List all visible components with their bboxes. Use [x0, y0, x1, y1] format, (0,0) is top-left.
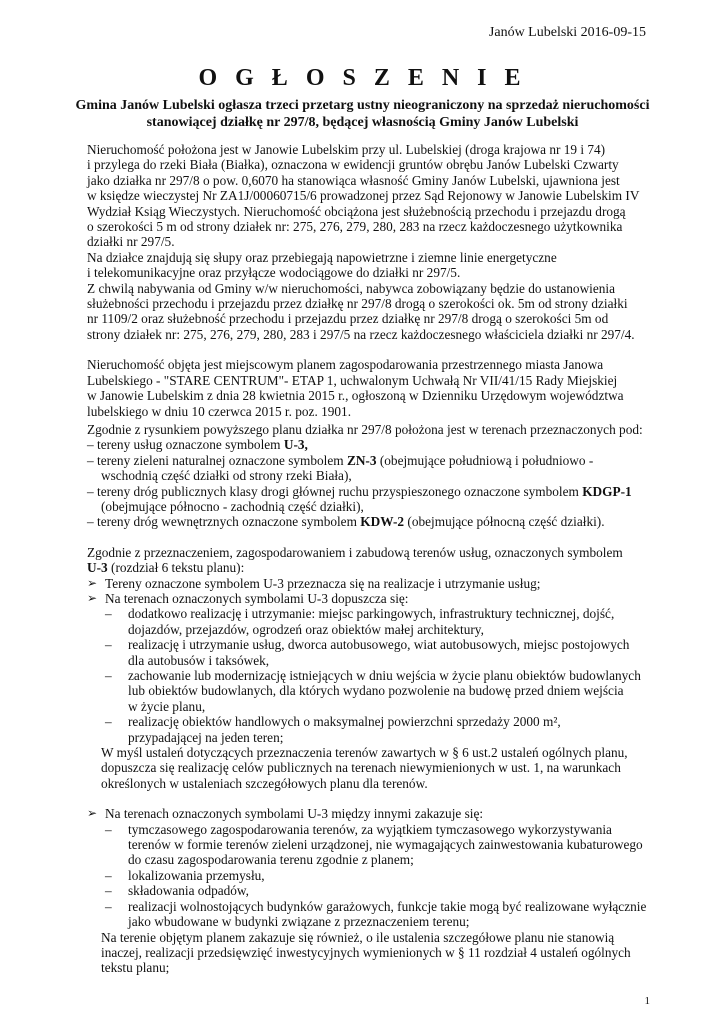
spacer	[87, 791, 667, 806]
arrow-bullet-icon: ➢	[87, 575, 98, 590]
dash-bullet: –	[105, 867, 112, 883]
subtitle-line: stanowiącej działkę nr 297/8, będącej własnością Gminy Janów Lubelski	[146, 114, 579, 130]
paragraph-property-description	[87, 142, 667, 342]
zone-symbol: KDGP-1	[582, 483, 632, 499]
usage-list	[87, 576, 667, 607]
item-text: lokalizowania przemysłu,	[128, 867, 265, 883]
item-text: realizacji wolnostojących budynków garażowych, funkcje takie mogą być realizowane wyłącznie	[128, 898, 647, 914]
list-item	[87, 668, 667, 714]
zone-symbol: ZN-3	[346, 452, 377, 468]
zone-symbol: KDW-2	[360, 514, 405, 530]
text-line: inaczej, realizacji przedsięwzięć inwestycyjnych wymienionych w § 11 rozdział 4 ustaleń ogólnych	[101, 944, 631, 960]
page-number: 1	[644, 995, 650, 1007]
item-text: zachowanie lub modernizację istniejących w dniu wejścia w życie planu obiektów budowlanych	[128, 668, 641, 683]
text-line: W myśl ustaleń dotyczących przeznaczenia terenów zawartych w § 6 ust.2 ustaleń ogólnych planu,	[101, 745, 628, 761]
item-text: lub obiektów budowlanych, dla których wydano pozwolenie na budowę przed dniem wejścia	[128, 683, 624, 699]
item-text: w życie planu,	[128, 698, 206, 714]
list-item	[87, 437, 667, 452]
text-line: i telekomunikacyjne oraz przyłącze wodociągowe do działki nr 297/5.	[87, 265, 461, 281]
text-line: w księdze wieczystej Nr ZA1J/00060715/6 prowadzonej przez Sąd Rejonowy w Janowie Lubelskim IV	[87, 188, 640, 204]
dash-bullet: –	[105, 898, 112, 914]
text-line: (rozdział 6 tekstu planu):	[107, 560, 245, 576]
item-text: tymczasowego zagospodarowania terenów, za wyjątkiem tymczasowego wykorzystywania	[128, 821, 612, 837]
text-line: Wydział Ksiąg Wieczystych. Nieruchomość obciążona jest służebnością przechodu i przejazdu drogą	[87, 203, 626, 219]
text-line: Z chwilą nabywania od Gminy w/w nieruchomości, nabywca zobowiązany będzie do ustanowienia	[87, 280, 616, 296]
text-line: tekstu planu;	[101, 960, 170, 976]
list-item	[87, 484, 667, 515]
dash-bullet: –	[105, 637, 112, 653]
prohibitions-heading-list	[87, 806, 667, 821]
item-text: Na terenach oznaczonych symbolami U-3 dopuszcza się:	[105, 590, 409, 606]
text-line: o szerokości 5 m od strony działek nr: 275, 276, 279, 280, 283 na rzecz każdoczesnego użytkownika	[87, 219, 623, 235]
dash-bullet: –	[87, 437, 94, 453]
arrow-bullet-icon: ➢	[87, 590, 98, 605]
item-text: dodatkowo realizację i utrzymanie: miejsc parkingowych, infrastruktury technicznej, dojść,	[128, 606, 615, 622]
text-line: lubelskiego w dniu 10 czerwca 2015 r. poz. 1901.	[87, 403, 352, 419]
dash-bullet: –	[87, 452, 94, 468]
dash-bullet: –	[105, 714, 112, 730]
text-line: określonych w ustaleniach szczegółowych planu dla terenów.	[101, 775, 428, 791]
item-text: Tereny oznaczone symbolem U-3 przeznacza się na realizacje i utrzymanie usług;	[105, 575, 541, 591]
spacer	[87, 342, 667, 357]
list-item	[87, 883, 667, 898]
text-line: jako działka nr 297/8 o pow. 0,6070 ha stanowiąca własność Gminy Janów Lubelski, ujawniona jest	[87, 172, 620, 188]
subtitle-line: Gmina Janów Lubelski ogłasza trzeci przetarg ustny nieograniczony na sprzedaż nieruchomości	[75, 98, 650, 113]
list-item	[87, 453, 667, 484]
item-text: (obejmujące południową i południowo -	[376, 452, 594, 468]
list-item	[87, 714, 667, 745]
zoning-list	[87, 437, 667, 529]
note-paragraph	[87, 745, 667, 791]
list-item	[87, 576, 667, 591]
list-item	[87, 591, 667, 606]
subtitle	[70, 98, 655, 131]
page-title: O G Ł O S Z E N I E	[198, 65, 527, 91]
list-item	[87, 899, 667, 930]
text-line: w Janowie Lubelskim z dnia 28 kwietnia 2015 r., ogłoszoną w Dzienniku Urzędowym województwa	[87, 388, 624, 404]
item-text: Na terenach oznaczonych symbolami U-3 między innymi zakazuje się:	[105, 806, 484, 822]
item-text: terenów w formie terenów zieleni urządzonej, nie wymagających zainwestowania kubaturowego	[128, 837, 643, 853]
text-line: dopuszcza się realizację celów publicznych na terenach niewymienionych w ust. 1, na warunkach	[101, 760, 621, 776]
paragraph-u3-intro	[87, 545, 667, 576]
zone-symbol: U-3	[87, 560, 108, 576]
text-line: Nieruchomość położona jest w Janowie Lubelskim przy ul. Lubelskiej (droga krajowa nr 19 i 74)	[87, 142, 606, 157]
dash-bullet: –	[105, 821, 112, 837]
permitted-list	[87, 606, 667, 745]
item-text: składowania odpadów,	[128, 883, 249, 899]
item-continuation: (obejmujące północno - zachodnią część działki),	[101, 498, 364, 514]
dash-bullet: –	[87, 483, 94, 499]
text-line: Na terenie objętym planem zakazuje się również, o ile ustalenia szczegółowe planu nie stanowią	[101, 929, 615, 945]
list-item	[87, 606, 667, 637]
item-text: (obejmujące północną część działki).	[404, 514, 605, 530]
item-text: tereny dróg publicznych klasy drogi głównej ruchu przyspieszonego oznaczone symbolem	[97, 483, 583, 499]
item-text: tereny dróg wewnętrznych oznaczone symbolem	[97, 514, 361, 530]
text-line: Na działce znajdują się słupy oraz przebiegają napowietrzne i ziemne linie energetyczne	[87, 249, 557, 265]
item-text: jako wbudowane w budynki związane z przeznaczeniem terenu;	[128, 914, 470, 930]
text-line: nr 1109/2 oraz służebność przechodu i przejazdu przez działkę nr 297/8 drogą o szerokości 5m od	[87, 311, 609, 327]
item-text: dojazdów, przejazdów, ogrodzeń oraz obiektów małej architektury,	[128, 621, 484, 637]
note-paragraph	[87, 930, 667, 976]
text-line: Lubelskiego - "STARE CENTRUM"- ETAP 1, uchwalonym Uchwałą Nr VII/41/15 Rady Miejskiej	[87, 372, 618, 388]
list-item	[87, 822, 667, 868]
text-line: i przylega do rzeki Biała (Białka), oznaczona w ewidencji gruntów obrębu Janów Lubelski Czwarty	[87, 157, 619, 173]
item-text: do czasu zagospodarowania terenu zgodnie z planem;	[128, 852, 414, 868]
text-line: Nieruchomość objęta jest miejscowym planem zagospodarowania przestrzennego miasta Janowa	[87, 357, 604, 373]
zone-symbol: U-3,	[283, 437, 308, 453]
text-line: Zgodnie z przeznaczeniem, zagospodarowaniem i zabudową terenów usług, oznaczonych symbolem	[87, 544, 623, 560]
dash-bullet: –	[87, 514, 94, 530]
date-line: Janów Lubelski 2016-09-15	[488, 25, 646, 40]
list-item	[87, 514, 667, 529]
dash-bullet: –	[105, 606, 112, 622]
list-item	[87, 637, 667, 668]
dash-bullet: –	[105, 883, 112, 899]
item-text: tereny usług oznaczone symbolem	[97, 437, 284, 453]
arrow-bullet-icon: ➢	[87, 806, 98, 821]
list-item	[87, 868, 667, 883]
paragraph-zoning-plan	[87, 357, 667, 437]
spacer	[87, 530, 667, 545]
item-continuation: wschodnią część działki od strony rzeki Biała),	[101, 468, 352, 484]
text-line: działki nr 297/5.	[87, 234, 175, 250]
document-body	[87, 142, 667, 976]
list-item	[87, 806, 667, 821]
item-text: realizację i utrzymanie usług, dworca autobusowego, wiat autobusowych, miejsc postojowych	[128, 637, 630, 653]
item-text: realizację obiektów handlowych o maksymalnej powierzchni sprzedaży 2000 m²,	[128, 714, 561, 730]
dash-bullet: –	[105, 668, 112, 683]
item-text: dla autobusów i taksówek,	[128, 652, 270, 668]
text-line: strony działek nr: 275, 276, 279, 280, 283 i 297/5 na rzecz każdoczesnego właściciela działki nr 297/4.	[87, 326, 635, 342]
text-line: służebności przechodu i przejazdu przez działkę nr 297/8 drogą o szerokości ok. 5m od strony działki	[87, 296, 628, 312]
text-line: Zgodnie z rysunkiem powyższego planu działka nr 297/8 położona jest w terenach przeznaczonych pod:	[87, 421, 643, 437]
item-text: przypadającej na jeden teren;	[128, 729, 284, 745]
prohibited-list	[87, 822, 667, 930]
item-text: tereny zieleni naturalnej oznaczone symbolem	[97, 452, 347, 468]
